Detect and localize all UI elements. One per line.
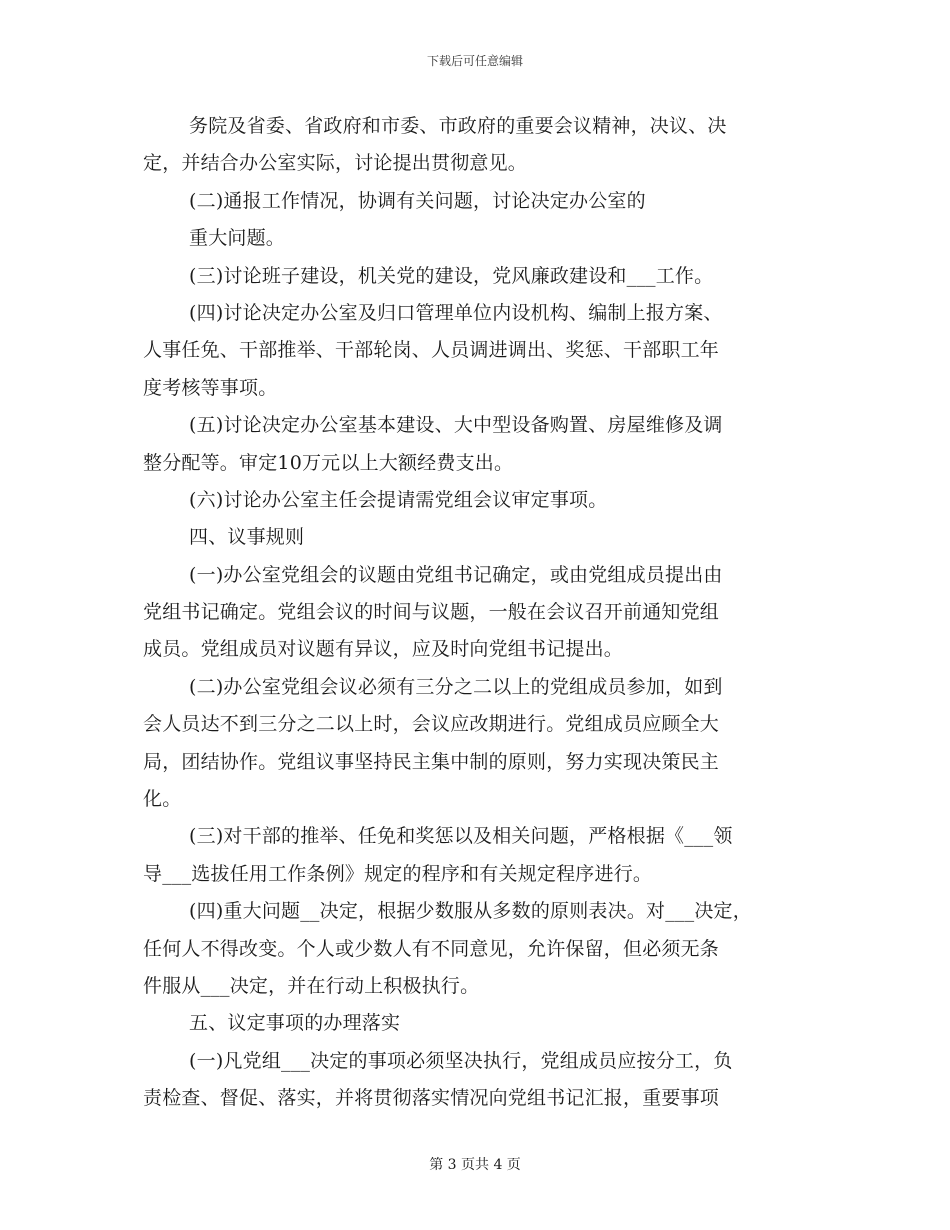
- text-line: 党组书记确定。党组会议的时间与议题，一般在会议召开前通知党组: [143, 601, 720, 624]
- text-line: 任何人不得改变。个人或少数人有不同意见，允许保留，但必须无条: [143, 937, 720, 960]
- text-line: 度考核等事项。: [143, 376, 278, 399]
- text-line: 四、议事规则: [189, 526, 305, 549]
- text-line: (四)重大问题__决定，根据少数服从多数的原则表决。对___决定，: [189, 900, 752, 923]
- text-line: (二)办公室党组会议必须有三分之二以上的党组成员参加，如到: [189, 675, 723, 698]
- text-line: (一)凡党组___决定的事项必须坚决执行，党组成员应按分工，负: [189, 1049, 733, 1072]
- text-line: 件服从___决定，并在行动上积极执行。: [143, 974, 480, 997]
- text-line: 务院及省委、省政府和市委、市政府的重要会议精神，决议、决: [189, 115, 727, 137]
- text-line: (三)讨论班子建设，机关党的建设，党风廉政建设和___工作。: [189, 264, 714, 287]
- page-header: 下载后可任意编辑: [426, 54, 523, 68]
- text-line: (一)办公室党组会的议题由党组书记确定，或由党组成员提出由: [189, 563, 723, 586]
- text-line: 定，并结合办公室实际，讨论提出贯彻意见。: [143, 152, 528, 175]
- text-line: 局，团结协作。党组议事坚持民主集中制的原则，努力实现决策民主: [143, 750, 720, 773]
- text-line: (四)讨论决定办公室及归口管理单位内设机构、编制上报方案、: [189, 301, 723, 324]
- text-line: 导___选拔任用工作条例》规定的程序和有关规定程序进行。: [143, 862, 653, 885]
- text-line: (三)对干部的推举、任免和奖惩以及相关问题，严格根据《___领: [189, 825, 733, 848]
- text-line: 化。: [143, 788, 182, 811]
- text-line: 重大问题。: [189, 227, 286, 250]
- text-line: 责检查、督促、落实，并将贯彻落实情况向党组书记汇报，重要事项: [143, 1087, 720, 1110]
- text-line: 成员。党组成员对议题有异议，应及时向党组书记提出。: [143, 638, 624, 661]
- text-line: 会人员达不到三分之二以上时，会议应改期进行。党组成员应顾全大: [143, 713, 720, 736]
- text-line: 人事任免、干部推举、干部轮岗、人员调进调出、奖惩、干部职工年: [143, 339, 720, 362]
- text-line: 整分配等。审定10万元以上大额经费支出。: [143, 451, 514, 474]
- text-line: (五)讨论决定办公室基本建设、大中型设备购置、房屋维修及调: [189, 414, 723, 437]
- text-line: (二)通报工作情况，协调有关问题，讨论决定办公室的: [189, 189, 646, 212]
- text-line: 五、议定事项的办理落实: [189, 1012, 401, 1035]
- document-body: [143, 108, 823, 1118]
- text-line: (六)讨论办公室主任会提请需党组会议审定事项。: [189, 488, 608, 511]
- page-number: 第 3 页共 4 页: [429, 1157, 521, 1173]
